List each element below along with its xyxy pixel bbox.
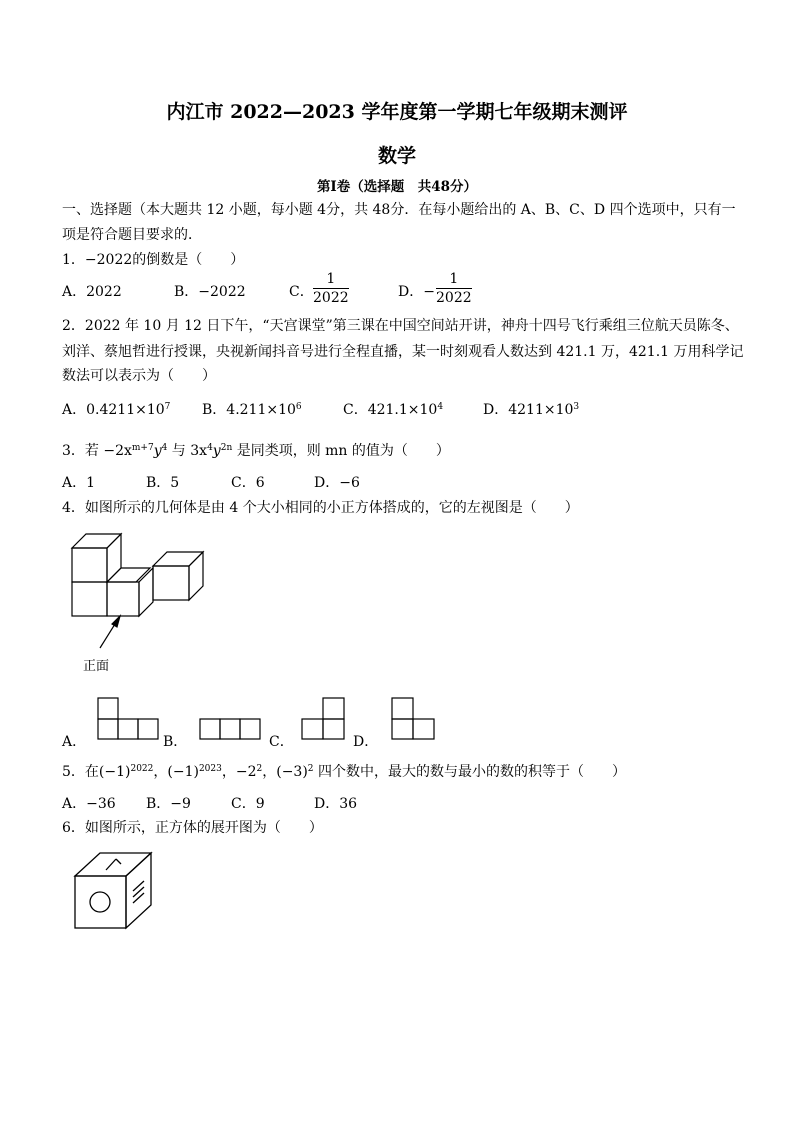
q4-cubes-figure: [70, 530, 210, 675]
q5-term: ，(−3): [262, 764, 308, 780]
q5-term: ，−2: [221, 764, 257, 780]
q5-text: 四个数中，最大的数与最小的数的积等于（ ）: [313, 764, 626, 780]
q2-line-3: 数法可以表示为（ ）: [62, 368, 216, 384]
exponent: 2n: [220, 443, 233, 453]
q4-stem: 4．如图所示的几何体是由 4 个大小相同的小正方体搭成的，它的左视图是（ ）: [62, 500, 579, 516]
exponent: 2022: [130, 764, 154, 774]
fraction-denominator: 2022: [436, 290, 472, 306]
q5-option-b: B．−9: [146, 796, 191, 812]
q3-option-a: A．1: [62, 475, 96, 491]
q1-option-d-label: D．−: [398, 284, 435, 300]
q5-term: (−1): [98, 764, 131, 780]
exponent: 7: [164, 402, 171, 412]
q2-option-b: [202, 400, 302, 420]
exponent: 6: [295, 402, 302, 412]
subject-title: 数学: [377, 145, 416, 167]
q2-line-1: 2．2022 年 10 月 12 日下午，“天宫课堂”第三课在中国空间站开讲，神舟十四号飞行乘组三位航天员陈冬、: [62, 318, 739, 334]
q4-option-c-label: C．: [269, 734, 294, 750]
q4-option-d-label: D．: [353, 734, 379, 750]
q4-option-a-label: A．: [62, 734, 87, 750]
q3-text: 与 3x: [167, 443, 208, 459]
fraction-numerator: 1: [313, 270, 349, 289]
intro-line-1: 一、选择题（本大题共 12 小题，每小题 4分，共 48分．在每小题给出的 A、B、C、D 四个选项中，只有一: [62, 202, 736, 218]
q1-option-c-fraction: [313, 270, 349, 307]
q3-option-d: D．−6: [314, 475, 360, 491]
intro-line-2: 项是符合题目要求的．: [62, 227, 202, 243]
exponent: 4: [161, 443, 168, 453]
q4-option-b-figure: [199, 718, 263, 741]
q4-option-d-figure: [391, 697, 437, 741]
q1-option-b: B．−2022: [174, 284, 246, 300]
q6-cube-figure: [73, 851, 155, 931]
option-text: A．0.4211×10: [62, 402, 165, 418]
exponent: 4: [437, 402, 444, 412]
q3-option-c: C．6: [231, 475, 265, 491]
variable: y: [153, 443, 162, 459]
fraction-denominator: 2022: [313, 290, 349, 306]
q5-text: 5．在: [62, 764, 99, 780]
q2-option-d: [483, 400, 579, 420]
option-text: B．4.211×10: [202, 402, 296, 418]
page-title: 内江市 2022—2023 学年度第一学期七年级期末测评: [166, 101, 628, 123]
option-text: D．4211×10: [483, 402, 574, 418]
q1-option-d-fraction: [436, 270, 472, 307]
q2-option-c: [343, 400, 443, 420]
fraction-numerator: 1: [436, 270, 472, 289]
q5-term: ，(−1): [153, 764, 199, 780]
q1-stem: 1．−2022的倒数是（ ）: [62, 252, 245, 268]
q3-text: 是同类项，则 mn 的值为（ ）: [232, 443, 450, 459]
section-heading: 第Ⅰ卷（选择题 共48分）: [316, 179, 478, 195]
q4-option-a-figure: [97, 697, 161, 741]
exponent: 2: [307, 764, 314, 774]
q5-option-c: C．9: [231, 796, 265, 812]
exponent: m+7: [131, 443, 154, 453]
q3-stem: [62, 441, 450, 461]
q3-text: 3．若 −2x: [62, 443, 132, 459]
q5-option-d: D．36: [314, 796, 358, 812]
q5-option-a: A．−36: [62, 796, 116, 812]
q1-option-a: A．2022: [62, 284, 122, 300]
q4-option-b-label: B．: [163, 734, 188, 750]
exponent: 4: [207, 443, 213, 453]
option-text: C．421.1×10: [343, 402, 438, 418]
exponent: 2023: [198, 764, 222, 774]
exponent: 3: [573, 402, 580, 412]
q1-option-c-label: C．: [289, 284, 314, 300]
q6-stem: 6．如图所示，正方体的展开图为（ ）: [62, 820, 323, 836]
exponent: 2: [256, 764, 263, 774]
q2-line-2: 刘洋、蔡旭哲进行授课，央视新闻抖音号进行全程直播，某一时刻观看人数达到 421.1 万，421.1 万用科学记: [62, 344, 744, 360]
q2-option-a: [62, 400, 170, 420]
variable: y: [212, 443, 221, 459]
front-label: 正面: [83, 659, 110, 674]
q4-option-c-figure: [301, 697, 347, 741]
q5-stem: [62, 762, 626, 782]
q3-option-b: B．5: [146, 475, 180, 491]
